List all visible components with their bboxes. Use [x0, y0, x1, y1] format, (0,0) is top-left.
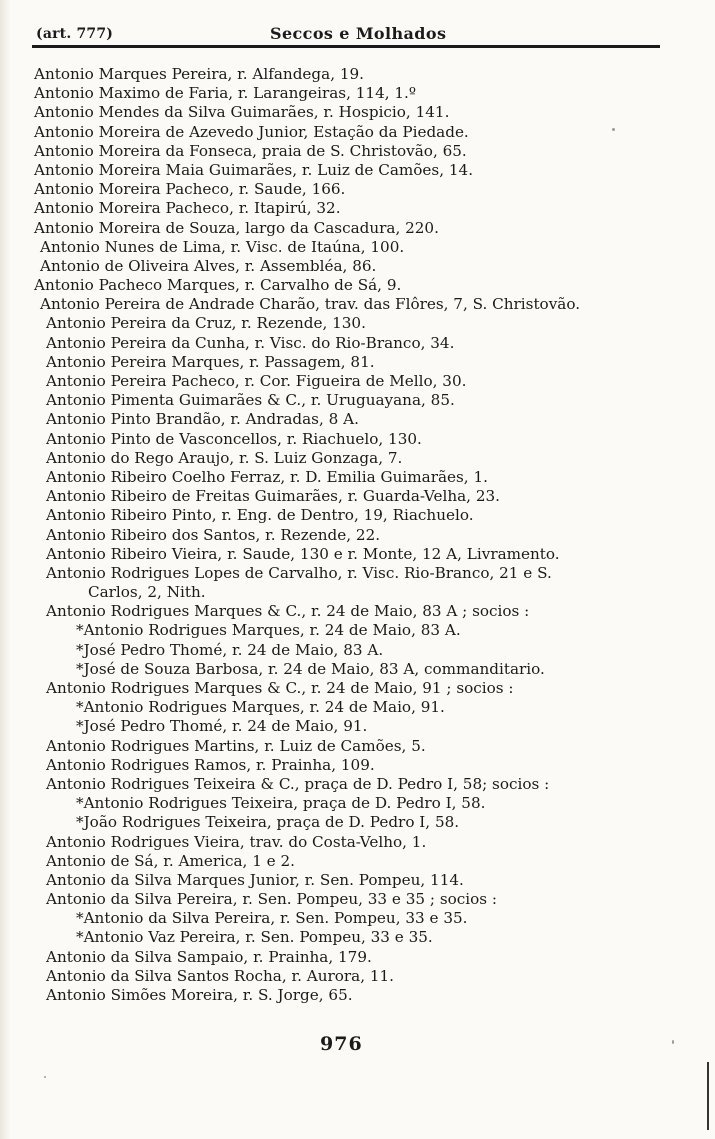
entry-line: Antonio Moreira de Azevedo Junior, Estação da Piedade.	[34, 122, 469, 141]
entry-line: Antonio Moreira Pacheco, r. Saude, 166.	[34, 180, 346, 199]
header-rule	[32, 45, 660, 48]
entry-line: Antonio Simões Moreira, r. S. Jorge, 65.	[46, 986, 353, 1004]
entry-line: Antonio Pimenta Guimarães & C., r. Uruguayana, 85.	[46, 391, 455, 410]
entry-line: Antonio Rodrigues Martins, r. Luiz de Camões, 5.	[46, 736, 426, 755]
entry-line: Antonio do Rego Araujo, r. S. Luiz Gonzaga, 7.	[46, 448, 403, 467]
entry-line: Antonio da Silva Sampaio, r. Prainha, 179.	[46, 947, 372, 966]
entry-line: Antonio Rodrigues Teixeira & C., praça de D. Pedro I, 58; socios :	[46, 774, 550, 793]
entry-line: Antonio Rodrigues Marques & C., r. 24 de Maio, 91 ; socios :	[46, 679, 514, 697]
print-speck	[44, 1076, 46, 1078]
entry-line: Antonio Ribeiro Pinto, r. Eng. de Dentro, 19, Riachuelo.	[46, 506, 474, 525]
partner-line: *José de Souza Barbosa, r. 24 de Maio, 83 A, commanditario.	[76, 659, 545, 678]
entry-line: Antonio Rodrigues Vieira, trav. do Costa-Velho, 1.	[46, 832, 427, 851]
partner-line: *José Pedro Thomé, r. 24 de Maio, 83 A.	[76, 640, 384, 659]
entry-line: Antonio Moreira de Souza, largo da Cascadura, 220.	[34, 218, 439, 237]
entry-line: Antonio Rodrigues Ramos, r. Prainha, 109.	[46, 755, 375, 774]
entry-line: Antonio Moreira Pacheco, r. Itapirú, 32.	[34, 199, 341, 218]
entry-line: Antonio Maximo de Faria, r. Larangeiras, 114, 1.º	[34, 84, 417, 103]
entry-line: Antonio Pereira de Andrade Charão, trav. das Flôres, 7, S. Christovão.	[40, 295, 581, 314]
entry-line: Antonio Mendes da Silva Guimarães, r. Hospicio, 141.	[34, 103, 450, 122]
entry-line: Antonio Marques Pereira, r. Alfandega, 19.	[34, 65, 365, 83]
entry-line: Antonio de Oliveira Alves, r. Assembléa, 86.	[40, 256, 377, 275]
entry-continuation: Carlos, 2, Nith.	[88, 583, 206, 602]
partner-line: *João Rodrigues Teixeira, praça de D. Pedro I, 58.	[76, 813, 460, 832]
print-speck	[612, 128, 615, 131]
entry-line: Antonio Ribeiro Vieira, r. Saude, 130 e r. Monte, 12 A, Livramento.	[46, 544, 560, 563]
entry-line: Antonio Pereira Pacheco, r. Cor. Figueira de Mello, 30.	[46, 372, 467, 390]
partner-line: *Antonio Rodrigues Teixeira, praça de D. Pedro I, 58.	[76, 794, 486, 813]
entry-line: Antonio Pacheco Marques, r. Carvalho de Sá, 9.	[34, 276, 402, 295]
entry-line: Antonio Nunes de Lima, r. Visc. de Itaúna, 100.	[40, 237, 405, 256]
partner-line: *Antonio da Silva Pereira, r. Sen. Pompeu, 33 e 35.	[76, 909, 468, 928]
partner-line: *Antonio Rodrigues Marques, r. 24 de Maio, 83 A.	[76, 621, 461, 640]
article-reference: (art. 777)	[36, 26, 114, 42]
entry-line: Antonio Moreira Maia Guimarães, r. Luiz de Camões, 14.	[34, 160, 474, 179]
entry-line: Antonio Pereira da Cruz, r. Rezende, 130.	[46, 314, 366, 333]
entry-line: Antonio de Sá, r. America, 1 e 2.	[46, 851, 295, 870]
section-title: Seccos e Molhados	[270, 24, 447, 43]
entry-line: Antonio da Silva Pereira, r. Sen. Pompeu, 33 e 35 ; socios :	[46, 890, 498, 909]
entry-list	[34, 65, 684, 1005]
entry-line: Antonio Ribeiro dos Santos, r. Rezende, 22.	[46, 525, 381, 544]
partner-line: *Antonio Rodrigues Marques, r. 24 de Maio, 91.	[76, 698, 445, 717]
partner-line: *Antonio Vaz Pereira, r. Sen. Pompeu, 33 e 35.	[76, 928, 433, 947]
entry-line: Antonio Pinto de Vasconcellos, r. Riachuelo, 130.	[46, 429, 422, 448]
entry-line: Antonio Pereira Marques, r. Passagem, 81.	[46, 352, 375, 371]
entry-line: Antonio Pinto Brandão, r. Andradas, 8 A.	[46, 410, 359, 429]
entry-line: Antonio Rodrigues Lopes de Carvalho, r. Visc. Rio-Branco, 21 e S.	[46, 563, 552, 582]
entry-line: Antonio da Silva Santos Rocha, r. Aurora, 11.	[46, 966, 394, 985]
entry-line: Antonio Pereira da Cunha, r. Visc. do Rio-Branco, 34.	[46, 333, 455, 352]
print-speck	[672, 1040, 674, 1044]
partner-line: *José Pedro Thomé, r. 24 de Maio, 91.	[76, 717, 368, 736]
entry-line: Antonio Moreira da Fonseca, praia de S. Christovão, 65.	[34, 141, 467, 160]
entry-line: Antonio Ribeiro Coelho Ferraz, r. D. Emilia Guimarães, 1.	[46, 467, 488, 486]
page-edge-shadow	[0, 0, 10, 1139]
entry-line: Antonio Ribeiro de Freitas Guimarães, r. Guarda-Velha, 23.	[46, 487, 500, 506]
entry-line: Antonio da Silva Marques Junior, r. Sen. Pompeu, 114.	[46, 870, 464, 889]
entry-line: Antonio Rodrigues Marques & C., r. 24 de Maio, 83 A ; socios :	[46, 602, 530, 621]
page-edge-mark	[707, 1062, 709, 1130]
page-number: 976	[320, 1033, 363, 1055]
